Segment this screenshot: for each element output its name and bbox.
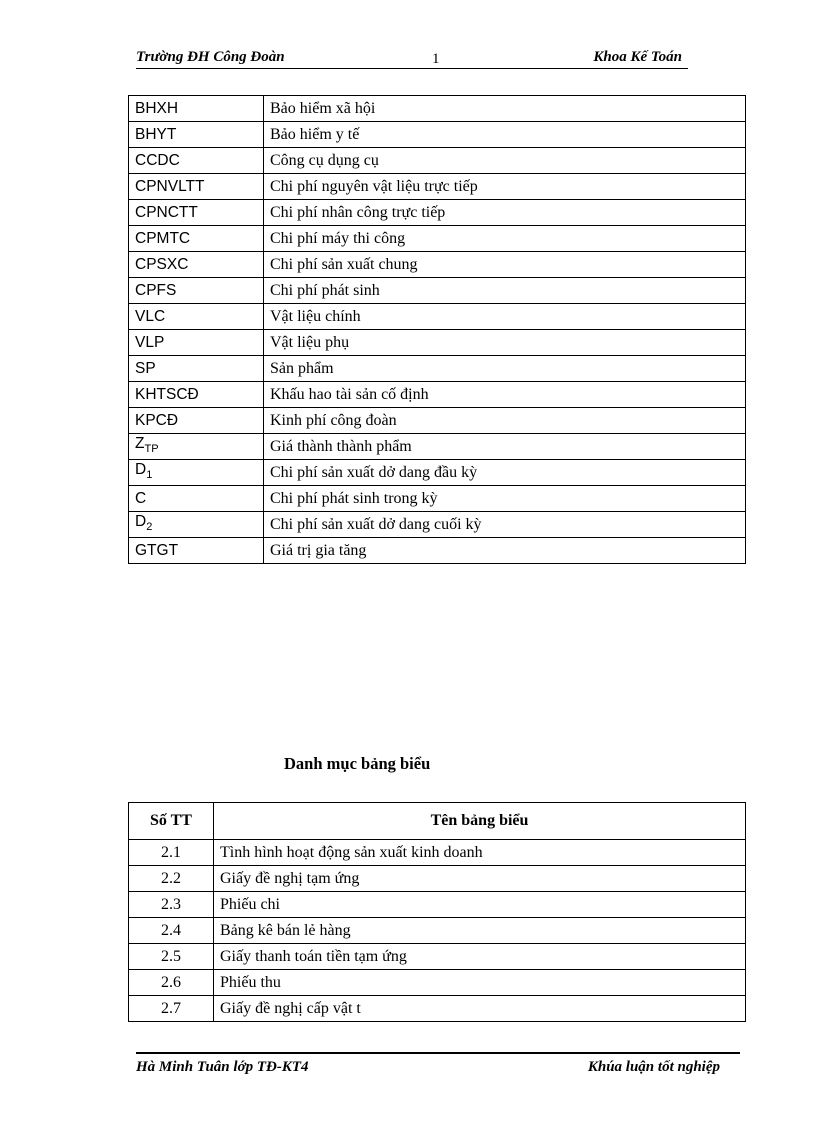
abbreviation-code-text: CPMTC xyxy=(135,229,191,247)
abbreviation-code-text: VLC xyxy=(135,307,166,325)
header-school: Trường ĐH Công Đoàn xyxy=(136,49,285,65)
table-list xyxy=(128,802,746,1022)
header-number: Số TT xyxy=(129,803,214,840)
abbreviation-row xyxy=(129,252,746,278)
abbreviation-code-text: BHYT xyxy=(135,125,177,143)
abbreviation-code-text: BHXH xyxy=(135,99,179,117)
table-name: Giấy đề nghị cấp vật t xyxy=(214,996,746,1022)
page-footer xyxy=(136,1052,740,1078)
footer-author: Hà Minh Tuân lớp TĐ-KT4 xyxy=(136,1059,309,1075)
table-list-row xyxy=(129,892,746,918)
table-list-row xyxy=(129,840,746,866)
abbreviation-row xyxy=(129,330,746,356)
abbreviation-meaning: Giá thành thành phẩm xyxy=(264,434,746,460)
abbreviation-code-text: CPNCTT xyxy=(135,203,198,221)
abbreviation-row xyxy=(129,408,746,434)
abbreviation-code-text: D xyxy=(135,512,147,530)
table-number: 2.7 xyxy=(129,996,214,1022)
table-list-title: Danh mục bảng biểu xyxy=(284,754,431,773)
abbreviation-row xyxy=(129,96,746,122)
abbreviation-row xyxy=(129,486,746,512)
abbreviation-row xyxy=(129,304,746,330)
abbreviation-meaning: Chi phí phát sinh xyxy=(264,278,746,304)
abbreviation-code xyxy=(129,486,264,512)
table-name: Giấy thanh toán tiền tạm ứng xyxy=(214,944,746,970)
abbreviation-row xyxy=(129,200,746,226)
abbreviation-meaning: Chi phí phát sinh trong kỳ xyxy=(264,486,746,512)
abbreviation-meaning: Chi phí sản xuất dở dang cuối kỳ xyxy=(264,512,746,538)
abbreviation-code xyxy=(129,330,264,356)
abbreviation-meaning: Kinh phí công đoàn xyxy=(264,408,746,434)
abbreviation-code-text: KPCĐ xyxy=(135,411,179,429)
table-list-header-row xyxy=(129,803,746,840)
footer-thesis: Khúa luận tốt nghiệp xyxy=(587,1059,720,1075)
abbreviation-subscript: TP xyxy=(144,443,159,456)
abbreviation-row xyxy=(129,226,746,252)
abbreviation-meaning: Chi phí nguyên vật liệu trực tiếp xyxy=(264,174,746,200)
table-name: Bảng kê bán lẻ hàng xyxy=(214,918,746,944)
table-list-row xyxy=(129,944,746,970)
abbreviation-meaning: Chi phí nhân công trực tiếp xyxy=(264,200,746,226)
abbreviation-row xyxy=(129,148,746,174)
abbreviation-code xyxy=(129,512,264,538)
abbreviation-code-text: SP xyxy=(135,359,156,377)
abbreviation-code-text: Z xyxy=(135,434,145,452)
abbreviation-row xyxy=(129,174,746,200)
abbreviation-code xyxy=(129,148,264,174)
header-faculty: Khoa Kế Toán xyxy=(593,49,682,65)
abbreviation-meaning: Bảo hiểm xã hội xyxy=(264,96,746,122)
abbreviation-code-text: CPSXC xyxy=(135,255,189,273)
table-number: 2.2 xyxy=(129,866,214,892)
abbreviation-code xyxy=(129,200,264,226)
abbreviation-code-text: GTGT xyxy=(135,541,179,559)
abbreviation-row xyxy=(129,278,746,304)
table-list-row xyxy=(129,970,746,996)
abbreviation-row xyxy=(129,434,746,460)
table-name: Giấy đề nghị tạm ứng xyxy=(214,866,746,892)
abbreviation-code xyxy=(129,96,264,122)
table-name: Phiếu thu xyxy=(214,970,746,996)
abbreviation-code xyxy=(129,434,264,460)
table-name: Phiếu chi xyxy=(214,892,746,918)
abbreviation-code-text: CPNVLTT xyxy=(135,177,205,195)
page-header xyxy=(136,48,688,69)
abbreviation-code xyxy=(129,356,264,382)
abbreviation-meaning: Vật liệu chính xyxy=(264,304,746,330)
abbreviation-meaning: Chi phí sản xuất dở dang đầu kỳ xyxy=(264,460,746,486)
abbreviation-meaning: Chi phí máy thi công xyxy=(264,226,746,252)
abbreviation-code-text: CPFS xyxy=(135,281,177,299)
table-list-row xyxy=(129,866,746,892)
table-number: 2.4 xyxy=(129,918,214,944)
abbreviation-code xyxy=(129,538,264,564)
table-number: 2.1 xyxy=(129,840,214,866)
abbreviation-code xyxy=(129,304,264,330)
abbreviation-meaning: Khấu hao tài sản cố định xyxy=(264,382,746,408)
abbreviation-code xyxy=(129,122,264,148)
abbreviation-code-text: C xyxy=(135,489,147,507)
abbreviation-meaning: Công cụ dụng cụ xyxy=(264,148,746,174)
table-number: 2.6 xyxy=(129,970,214,996)
abbreviation-code-text: CCDC xyxy=(135,151,180,169)
abbreviation-row xyxy=(129,512,746,538)
abbreviation-code xyxy=(129,278,264,304)
abbreviation-row xyxy=(129,382,746,408)
abbreviation-row xyxy=(129,122,746,148)
abbreviation-meaning: Bảo hiểm y tế xyxy=(264,122,746,148)
table-name: Tình hình hoạt động sản xuất kinh doanh xyxy=(214,840,746,866)
abbreviation-code xyxy=(129,252,264,278)
abbreviation-subscript: 2 xyxy=(146,521,153,534)
table-number: 2.5 xyxy=(129,944,214,970)
abbreviation-row xyxy=(129,460,746,486)
abbreviation-subscript: 1 xyxy=(146,469,153,482)
table-number: 2.3 xyxy=(129,892,214,918)
abbreviation-code-text: D xyxy=(135,460,147,478)
abbreviation-meaning: Giá trị gia tăng xyxy=(264,538,746,564)
table-list-row xyxy=(129,996,746,1022)
abbreviation-meaning: Vật liệu phụ xyxy=(264,330,746,356)
abbreviation-meaning: Chi phí sản xuất chung xyxy=(264,252,746,278)
abbreviation-code xyxy=(129,174,264,200)
page-number: 1 xyxy=(432,51,440,67)
table-list-row xyxy=(129,918,746,944)
abbreviation-code xyxy=(129,226,264,252)
abbreviation-code xyxy=(129,408,264,434)
abbreviation-table xyxy=(128,95,746,564)
abbreviation-code xyxy=(129,382,264,408)
abbreviation-row xyxy=(129,538,746,564)
abbreviation-code xyxy=(129,460,264,486)
abbreviation-code-text: KHTSCĐ xyxy=(135,385,199,403)
header-name: Tên bảng biểu xyxy=(214,803,746,840)
abbreviation-meaning: Sản phẩm xyxy=(264,356,746,382)
abbreviation-row xyxy=(129,356,746,382)
abbreviation-code-text: VLP xyxy=(135,333,165,351)
